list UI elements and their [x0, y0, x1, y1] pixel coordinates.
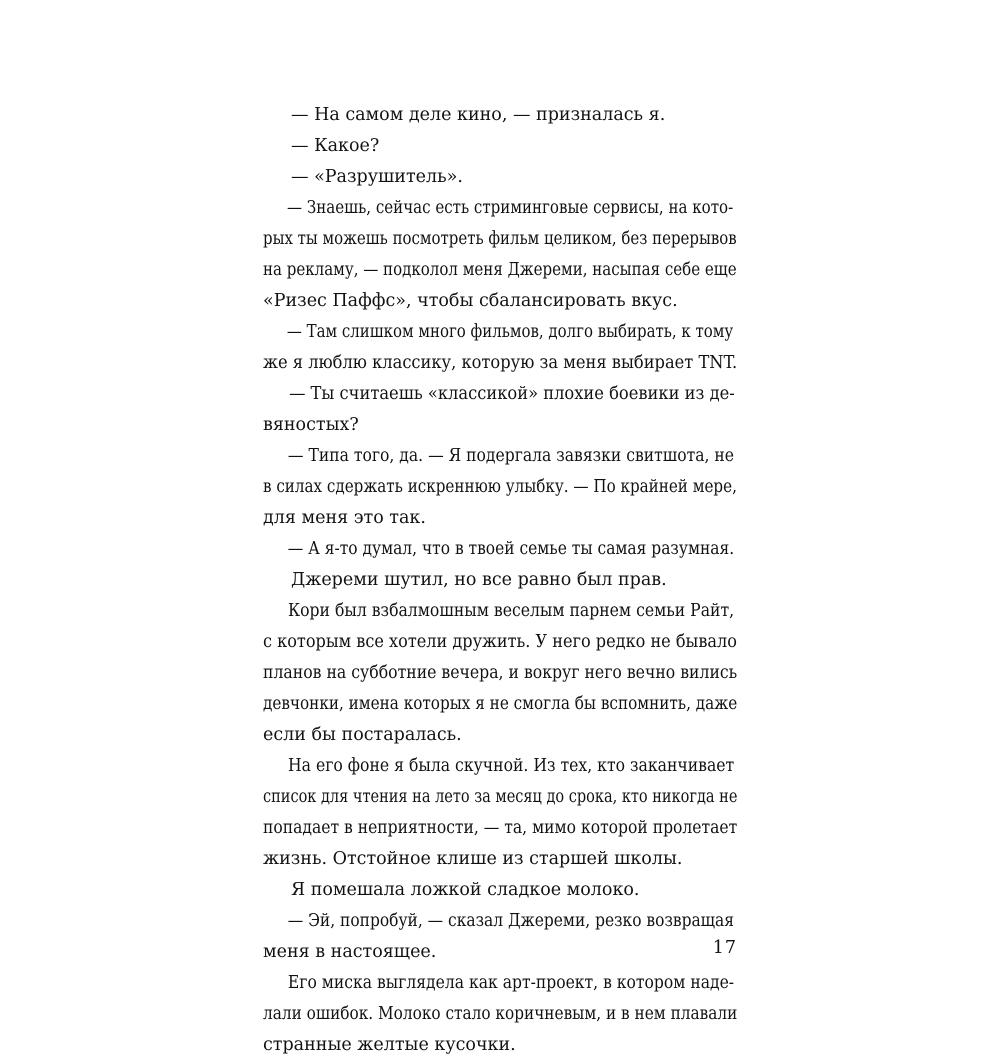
text-line: меня в настоящее. — [263, 942, 437, 962]
text-line: Я помешала ложкой сладкое молоко. — [291, 880, 640, 900]
text-line: попадает в неприятности, — та, мимо которой пролетает — [263, 818, 738, 838]
text-line: «Ризес Паффс», чтобы сбалансировать вкус. — [263, 291, 678, 311]
text-line: На его фоне я была скучной. Из тех, кто заканчивает — [288, 756, 735, 776]
text-line: — Ты считаешь «классикой» плохие боевики из де- — [289, 384, 735, 404]
text-line: — На самом деле кино, — призналась я. — [291, 105, 666, 125]
text-line: — Там слишком много фильмов, долго выбирать, к тому — [286, 322, 734, 342]
text-line: — Какое? — [291, 136, 380, 156]
text-line: Его миска выглядела как арт-проект, в котором наде- — [287, 973, 735, 993]
text-line: девчонки, имена которых я не смогла бы вспомнить, даже — [263, 694, 738, 714]
text-line: с которым все хотели дружить. У него редко не бывало — [263, 632, 737, 652]
text-line: если бы постаралась. — [263, 725, 462, 745]
text-line: на рекламу, — подколол меня Джереми, насыпая себе еще — [263, 260, 737, 280]
text-line: планов на субботние вечера, и вокруг него вечно вились — [263, 663, 738, 683]
text-line: вяностых? — [263, 415, 359, 435]
text-line: — Эй, попробуй, — сказал Джереми, резко возвращая — [287, 911, 735, 931]
text-line: лали ошибок. Молоко стало коричневым, и в нем плавали — [263, 1004, 738, 1024]
text-line: рых ты можешь посмотреть фильм целиком, без перерывов — [263, 229, 737, 249]
text-line: — А я-то думал, что в твоей семье ты самая разумная. — [287, 539, 735, 559]
text-line: список для чтения на лето за месяц до срока, кто никогда не — [263, 787, 738, 807]
text-line: же я люблю классику, которую за меня выбирает TNT. — [263, 353, 738, 373]
text-line: в силах сдержать искреннюю улыбку. — По крайней мере, — [263, 477, 737, 497]
page-number: 17 — [712, 938, 737, 958]
text-line: странные желтые кусочки. — [263, 1035, 516, 1055]
page-body-text — [263, 100, 737, 1061]
text-line: Джереми шутил, но все равно был прав. — [291, 570, 667, 590]
text-line: — Знаешь, сейчас есть стриминговые сервисы, на кото- — [287, 198, 734, 218]
text-line: жизнь. Отстойное клише из старшей школы. — [263, 849, 683, 869]
text-line: для меня это так. — [263, 508, 426, 528]
text-line: — Типа того, да. — Я подергала завязки свитшота, не — [287, 446, 734, 466]
text-line: — «Разрушитель». — [291, 167, 463, 187]
text-line: Кори был взбалмошным веселым парнем семьи Райт, — [288, 601, 735, 621]
